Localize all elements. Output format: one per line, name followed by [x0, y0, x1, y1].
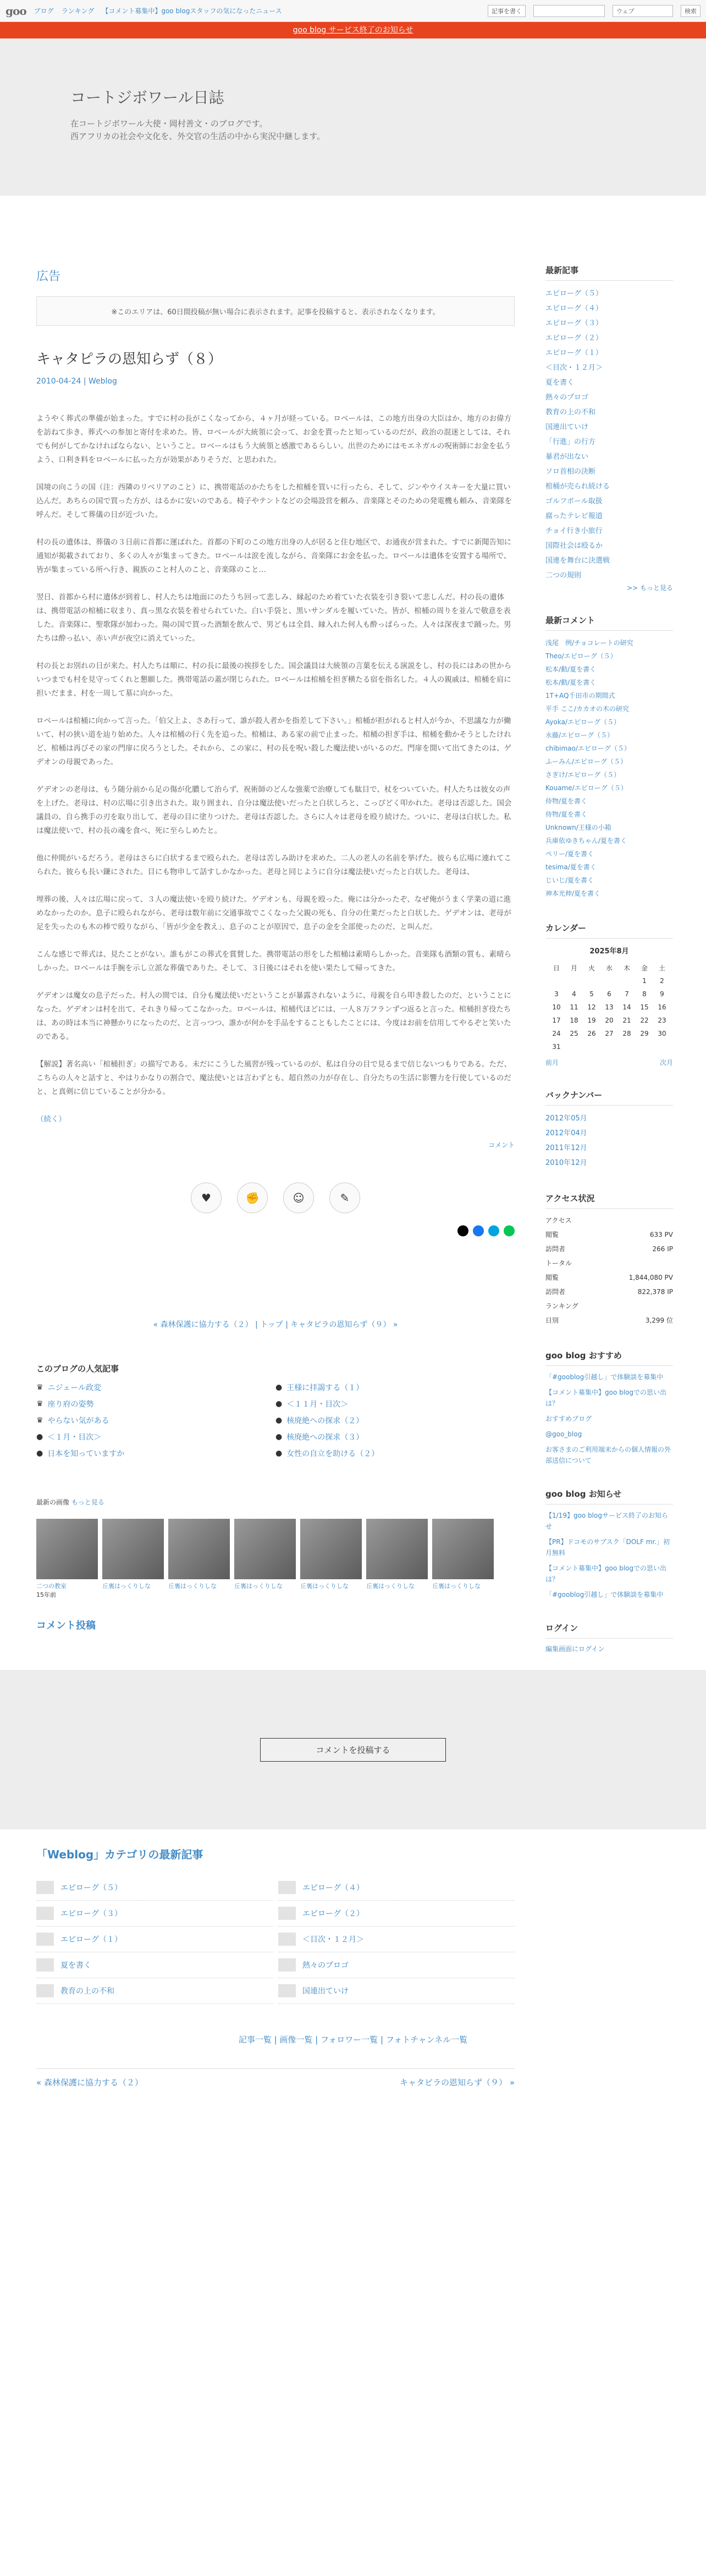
recent-comment-item[interactable]: Ayoka/エピローグ（５）	[545, 718, 620, 726]
calendar-day[interactable]: 18	[570, 1017, 578, 1024]
calendar-day[interactable]: 8	[642, 990, 647, 998]
calendar-day[interactable]	[583, 974, 600, 987]
recent-comment-item[interactable]: 侍物/夏を書く	[545, 810, 588, 818]
goo-news-title: goo blog お知らせ	[545, 1488, 673, 1504]
calendar-day[interactable]: 3	[554, 990, 559, 998]
calendar-day[interactable]: 16	[658, 1003, 666, 1011]
access-label: 閲覧	[545, 1231, 559, 1239]
access-row	[545, 1285, 673, 1299]
category-section	[0, 1829, 706, 2004]
category-item-label[interactable]: 教育の上の不和	[60, 1987, 114, 1996]
access-stats	[545, 1213, 673, 1328]
calendar-day[interactable]: 21	[622, 1017, 631, 1024]
blog-header	[0, 38, 706, 196]
article-paragraph: 【解説】著名高い「棺桶担ぎ」の描写である。未だにこうした風習が残っているのが、私は自分の目で見るまで信じないつもりである。ただ、こちらの人々と話すと、やはりかなりの割合で、魔法使いとは言わずとも、超自然の力が存在し、自分たちの生活に影響力を行使しているのだと、と真剣に信じていることが分かる。	[36, 1060, 511, 1096]
access-title: アクセス状況	[545, 1192, 673, 1209]
access-label: アクセス	[545, 1217, 572, 1224]
category-item[interactable]	[278, 1927, 515, 1952]
thumbnail-icon	[36, 1984, 54, 1997]
recent-post-item[interactable]: エピローグ（１）	[545, 349, 603, 357]
prev-article-link[interactable]: « 森林保護に協力する（２）	[36, 2078, 143, 2088]
calendar-day[interactable]	[600, 1040, 618, 1053]
recent-comment-item[interactable]: 侍物/夏を書く	[545, 797, 588, 805]
popular-item-label[interactable]: ニジェール政変	[47, 1384, 102, 1392]
calendar-day[interactable]: 6	[607, 990, 611, 998]
thumb-caption[interactable]: 丘裏はっくりしな	[432, 1583, 481, 1590]
topbar-link-blog[interactable]: ブログ	[34, 7, 54, 15]
recent-post-item[interactable]: 「行進」の行方	[545, 438, 596, 446]
goo-news-item[interactable]: 【コメント募集中】goo blogでの思い出は？	[545, 1564, 667, 1583]
recent-post-item[interactable]: 国際社会は殴るか	[545, 542, 603, 550]
calendar-weekday: 金	[641, 964, 648, 972]
dot-icon: ●	[275, 1416, 283, 1425]
access-label: ランキング	[545, 1302, 578, 1310]
crown-icon: ♛	[36, 1383, 43, 1392]
topbar-link-ranking[interactable]: ランキング	[61, 7, 95, 15]
category-item[interactable]	[36, 1978, 273, 2004]
ad-notice: ※このエリアは、60日間投稿が無い場合に表示されます。記事を投稿すると、表示されなくなります。	[36, 296, 515, 326]
access-label: 閲覧	[545, 1274, 559, 1281]
access-value: 266 IP	[652, 1245, 673, 1253]
image-thumbnail[interactable]	[234, 1519, 296, 1579]
recent-comment-item[interactable]: 松本/動/夏を書く	[545, 679, 597, 686]
reaction-bar	[36, 1182, 515, 1213]
goo-news-item[interactable]: 【PR】ドコモのサブスク「DOLF mr.」初月無料	[545, 1538, 670, 1557]
calendar-day[interactable]: 20	[605, 1017, 614, 1024]
calendar-day[interactable]: 2	[660, 977, 664, 985]
article-paragraph: ゲデオンの老母は、もう随分前から足の傷が化膿して治らず、祝術師のどんな強薬で治療しても駄目で、杖をついていた。村人たちは彼女の声を上げた。老母は、村の広場に引き出された。取り囲まれ、自分は魔法使いだったと白状しろと、こっぴどく叩かれた。老母は否認した。国会議員の、自ら携手の刃を取り出して、老母の目に塗りつけた。老母は否認した。さらに人々は老母を殴り続けた。ついに、老母は白状した。私は魔法使いで、村の長の魂を食べ、死に至らしめたと。	[36, 785, 512, 835]
popular-title: このブログの人気記事	[36, 1364, 119, 1374]
article-paragraph: 他に仲間がいるだろう。老母はさらに白状するまで殴られた。老母は苦しみ助けを求めた。二人の老人の名前を挙げた。彼らも広場に連れてこられた。彼らも長い鎌にされた。目にも物申して話すしかなかった。老母と同じように自分は魔法使いだったと白状した。老母は、	[36, 854, 511, 876]
recent-comment-item[interactable]: 兵庫依ゆきちゃん/夏を書く	[545, 837, 627, 845]
goo-recommend-item[interactable]: おすすめブログ	[545, 1415, 592, 1423]
article-paragraph: 国境の向こうの国（注：西隣のリベリアのこと）に、携帯電話のかたちをした棺桶を買いに行ったら、そして、ジンやウイスキーを大量に買い込んだ。あちらの国で買った方が、はるかに安いのである。椅子やテントなどの会場設営を頼み、音楽隊とそのための発電機も頼み、音楽隊を呼んだ。そして葬儀の日が近づいた。	[36, 483, 512, 519]
dot-icon: ●	[275, 1449, 283, 1458]
popular-item-label[interactable]: 女性の自立を助ける（２）	[286, 1450, 379, 1458]
footer-links[interactable]: 記事一覧 | 画像一覧 | フォロワー一覧 | フォトチャンネル一覧	[238, 2035, 468, 2045]
article-paragraph: 村の長とお別れの日が来た。村人たちは順に、村の長に最後の挨拶をした。国会議員は大統領の言葉を伝える演説をし、村の長にはあの世からいつまでも村を見守ってくれと懇願した。携帯電話の蓋が閉じられた。ロベールは棺桶を担ぎ横たる宿を指名した。４人の親戚は、棺桶を肩に担いだまま、村を一周して墓に向かった。	[36, 662, 511, 698]
continue-label: （続く）	[36, 1115, 66, 1124]
access-row	[545, 1213, 673, 1228]
article-paragraph: ロベールは棺桶に向かって言った。「伯父上よ、さあ行って、誰が殺人者かを指差して下さい。」棺桶が担がれると村人が今か、不思議な力が働いて、村の狭い道を辿り始めた。人々は棺桶の行く先を追った。棺桶は、ある家の前で止まった。棺桶の担ぎ手は、棺桶を動かそうとしたけれど、棺桶は再びその家の門扉に戻ろうとした。それから、この家に、村の長を呪い殺した魔法使いがいるのだ。門扉を開いて出てきたのは、ゲデオンの母親であった。	[36, 717, 511, 767]
popular-item[interactable]	[36, 1448, 275, 1459]
popular-item[interactable]	[275, 1431, 515, 1442]
hatena-share-icon[interactable]	[488, 1225, 499, 1236]
post-comment-button[interactable]: コメントを投稿する	[260, 1738, 445, 1762]
access-row	[545, 1242, 673, 1256]
next-article-link[interactable]: キャタピラの恩知らず（９） »	[400, 2078, 515, 2088]
recent-more-link[interactable]: >> もっと見る	[627, 584, 673, 592]
calendar-day[interactable]	[636, 1040, 653, 1053]
thumbnail-icon	[36, 1933, 54, 1946]
category-item-label[interactable]: エピローグ（４）	[302, 1884, 364, 1892]
popular-item[interactable]	[275, 1415, 515, 1426]
calendar-day[interactable]: 9	[660, 990, 664, 998]
article-date: 2010-04-24	[36, 377, 81, 386]
popular-item[interactable]	[36, 1398, 275, 1409]
x-share-icon[interactable]	[457, 1225, 468, 1236]
comment-area	[0, 1670, 706, 1829]
calendar-day[interactable]: 17	[552, 1017, 561, 1024]
calendar-day[interactable]	[565, 1040, 583, 1053]
thumbnail-icon	[278, 1933, 296, 1946]
thumb-caption[interactable]: 丘裏はっくりしな	[366, 1583, 415, 1590]
calendar-day[interactable]	[653, 1040, 671, 1053]
recent-post-item[interactable]: ＜目次・１２月＞	[545, 364, 603, 372]
article-meta: 2010-04-24 | Weblog	[36, 377, 117, 386]
write-button[interactable]: 記事を書く	[488, 5, 526, 17]
recent-post-item[interactable]: 国連出ていけ	[545, 423, 589, 431]
calendar-day[interactable]: 27	[605, 1030, 614, 1037]
thumb-caption[interactable]: 丘裏はっくりしな	[102, 1583, 151, 1590]
recent-comment-item[interactable]: さぎけ/エピローグ（５）	[545, 771, 621, 779]
calendar-day[interactable]: 10	[552, 1003, 561, 1011]
popular-item-label[interactable]: 核廃絶への探求（２）	[286, 1417, 364, 1425]
category-item[interactable]	[36, 1927, 273, 1952]
category-item-label[interactable]: 国連出ていけ	[302, 1987, 349, 1996]
dot-icon: ●	[275, 1383, 283, 1392]
article-body	[36, 412, 515, 1126]
calendar-month: 2025年8月	[589, 947, 629, 956]
recent-post-item[interactable]: 暴君が出ない	[545, 453, 589, 461]
goo-recommend-list	[545, 1372, 673, 1466]
thumbnail-icon	[278, 1907, 296, 1920]
article-paragraph: 埋葬の後、人々は広場に戻って、３人の魔法使いを殴り続けた。ゲデオンも、母親を殴った。俺には分かったぞ、なぜ俺がうまく学業の道に進めなかったのか。息子に殴られながら、老母は数年前に交通事故でこくなった父親の死も、自分の仕業だったと白状した。ゲデオンは、老母が足を失ったのも木の棒で殴りながら、「皆が少金を教え」、息子のことが原因で、息子の金を全部使ったのだ、と叫んだ。	[36, 895, 511, 931]
article-pager[interactable]: « 森林保護に協力する（２） | トップ | キャタピラの恩知らず（９） »	[153, 1320, 398, 1329]
crown-icon: ♛	[36, 1416, 43, 1425]
blog-desc-1: 在コートジボワール大使・岡村善文・のブログです。	[70, 119, 268, 129]
category-item[interactable]	[36, 1952, 273, 1978]
article-paragraph: ゲデオンは魔女の息子だった。村人の間では、自分も魔法使いだということが暴露されないように、母親を自ら叩き殺したのだ、ということになった。ゲデオンは村を出て、それきり帰ってこなかった。ロベールは、棺桶代ほどには、一人８万フランずつ返ると言った。棺桶担ぎ役たちは、あの時は本当に神懸かりになったのだ、と言っつつ、誰かが何かを手品をすることもしたことには、今度はお前を信用してやるぞと笑いたのである。	[36, 991, 511, 1041]
calendar-weekday: 木	[623, 964, 630, 972]
access-value: 3,299 位	[645, 1317, 673, 1324]
popular-item-label[interactable]: 日本を知っていますか	[47, 1450, 125, 1458]
calendar-weekday: 日	[553, 964, 560, 972]
dot-icon: ●	[275, 1433, 283, 1441]
backnumber-list	[545, 1111, 673, 1170]
popular-posts	[36, 1363, 515, 1459]
recent-comment-item[interactable]: 松本/動/夏を書く	[545, 665, 597, 673]
calendar-day[interactable]: 24	[552, 1030, 561, 1037]
backnumber-item[interactable]: 2012年04月	[545, 1129, 587, 1137]
recent-comment-item[interactable]: tesima/夏を書く	[545, 863, 597, 871]
calendar-table	[548, 961, 671, 1053]
calendar-weekday: 月	[570, 964, 577, 972]
category-item-label[interactable]: エピローグ（２）	[302, 1909, 364, 1918]
image-thumbnail[interactable]	[366, 1519, 428, 1579]
calendar-prev[interactable]: 前月	[545, 1059, 559, 1067]
reaction-cheer-button[interactable]	[237, 1182, 268, 1213]
login-link[interactable]: 編集画面にログイン	[545, 1645, 605, 1653]
recent-comment-item[interactable]: ふーみん/エピローグ（５）	[545, 758, 627, 765]
popular-item-label[interactable]: 王様に拝謁する（１）	[286, 1384, 364, 1392]
calendar-day[interactable]: 7	[625, 990, 629, 998]
calendar-day[interactable]: 14	[622, 1003, 631, 1011]
recent-post-item[interactable]: 棺桶が売られ続ける	[545, 482, 610, 491]
reaction-useful-button[interactable]	[329, 1182, 360, 1213]
thumbnail-icon	[278, 1881, 296, 1894]
thumbnail-icon	[278, 1958, 296, 1972]
article-paragraph: 翌日、首都から村に遺体が到着し、村人たちは地面にのたうち回って悲しみ、縁起のため着ていた衣装を引き裂いて悲しんだ。村の長の遺体は、携帯電話の棺桶に収まり、真っ黒な衣装を着せられていた。白い手袋と、黒いサンダルを履いていた。皆が、棺桶の周りを並んで敬意を表した。音楽隊に、聖歌隊が加わった。陽の国で買った酒類を飲んで、男どもは全員、縁入れた何人も酔っぱらった。人々は深夜まで踊った。男たちは酔っ払い、赤い声が夜空に消えていった。	[36, 593, 511, 643]
recent-images-title: 最新の画像	[36, 1498, 70, 1506]
popular-item-label[interactable]: 座り府の姿勢	[47, 1400, 94, 1409]
calendar-day[interactable]: 19	[587, 1017, 596, 1024]
blog-title[interactable]: コートジボワール日誌	[70, 88, 224, 107]
backnumber-item[interactable]: 2012年05月	[545, 1114, 587, 1123]
dot-icon: ●	[275, 1400, 283, 1408]
calendar-day[interactable]: 5	[589, 990, 594, 998]
recent-post-item[interactable]: 教育の上の不和	[545, 408, 596, 417]
top-bar	[0, 0, 706, 22]
recent-comment-item[interactable]: 1T+AQ千田市の期間式	[545, 692, 615, 699]
cheer-icon: ✊	[245, 1191, 260, 1204]
calendar-week	[548, 1027, 671, 1040]
thumbnail-icon	[36, 1881, 54, 1894]
recent-comment-item[interactable]: じいじ/夏を書く	[545, 876, 594, 884]
recent-posts-list	[545, 286, 673, 583]
access-row	[545, 1256, 673, 1270]
facebook-share-icon[interactable]	[473, 1225, 484, 1236]
article-paragraph: ようやく葬式の準備が始まった。すでに村の長がこくなってから、４ヶ月が経っている。ロベールは、この地方出身の大臣はか、地方のお偉方を訪ねて歩き、葬式への参加と寄付を求めた。皆、ロベールが大統領に会って、お金を貰ったと知っているのだが、政治の混迷としては、それでも何がしてかなければならない、ということ。ロベールはもう大統領と感激であるらしい。出世のためにはモエネガルの呪術師にお金を払うよう、口利き料をロベールに払った方が効果がありそうだ、と思われた。	[36, 414, 512, 464]
like-icon: ♥	[201, 1191, 211, 1204]
calendar-day[interactable]	[565, 974, 583, 987]
backnumber-item[interactable]: 2011年12月	[545, 1144, 587, 1152]
access-value: 633 PV	[649, 1231, 673, 1239]
image-thumbnail[interactable]	[102, 1519, 164, 1579]
access-value: 1,844,080 PV	[628, 1274, 673, 1281]
category-title: 「Weblog」カテゴリの最新記事	[36, 1848, 203, 1861]
category-item[interactable]	[278, 1978, 515, 2004]
calendar-day[interactable]: 22	[640, 1017, 649, 1024]
calendar-day[interactable]	[583, 1040, 600, 1053]
topbar-link-news[interactable]: 【コメント募集中】goo blogスタッフの気になったニュース	[102, 7, 282, 15]
calendar-day[interactable]: 28	[622, 1030, 631, 1037]
recent-post-item[interactable]: エピローグ（５）	[545, 290, 603, 298]
recent-comment-item[interactable]: Theo/エピローグ（５）	[545, 652, 617, 660]
image-thumbnail[interactable]	[36, 1519, 98, 1579]
calendar-day[interactable]: 4	[572, 990, 576, 998]
category-item-label[interactable]: エピローグ（３）	[60, 1909, 122, 1918]
popular-item-label[interactable]: 核廃絶への探求（３）	[286, 1433, 364, 1442]
thumb-caption[interactable]: 丘裏はっくりしな	[234, 1583, 283, 1590]
calendar-weekday: 火	[588, 964, 595, 972]
calendar-next[interactable]: 次月	[659, 1059, 673, 1067]
goo-recommend-title: goo blog おすすめ	[545, 1350, 673, 1366]
recent-post-item[interactable]: 熱々のプロゴ	[545, 393, 589, 402]
sidebar	[545, 196, 673, 1653]
category-item-label[interactable]: エピローグ（１）	[60, 1935, 122, 1944]
calendar-day[interactable]	[548, 974, 565, 987]
calendar-day[interactable]: 13	[605, 1003, 614, 1011]
reaction-like-button[interactable]	[191, 1182, 222, 1213]
recent-posts-title: 最新記事	[545, 264, 673, 281]
calendar-day[interactable]: 23	[658, 1017, 666, 1024]
goo-logo[interactable]: goo	[5, 4, 26, 18]
thumb-caption[interactable]: 二つの教室	[36, 1583, 67, 1590]
calendar-day[interactable]: 31	[552, 1043, 561, 1051]
popular-item[interactable]	[275, 1398, 515, 1409]
category-item[interactable]	[278, 1952, 515, 1978]
calendar-week	[548, 1040, 671, 1053]
thumb-caption[interactable]: 丘裏はっくりしな	[300, 1583, 349, 1590]
category-item-label[interactable]: 熱々のプロゴ	[302, 1961, 349, 1970]
goo-news-list	[545, 1510, 673, 1600]
goo-recommend-item[interactable]: お客さまのご利用端末からの個人情報の外部送信について	[545, 1446, 671, 1464]
popular-item[interactable]	[275, 1448, 515, 1459]
recent-post-item[interactable]: ソロ首相の決断	[545, 468, 596, 476]
recent-comment-item[interactable]: Kouame/エピローグ（５）	[545, 784, 627, 792]
recent-post-item[interactable]: ゴルフボール取扱	[545, 497, 603, 506]
calendar-day[interactable]	[618, 1040, 636, 1053]
thumbnail-icon	[36, 1958, 54, 1972]
article-paragraph: 村の長の遺体は、葬儀の３日前に首都に運ばれた。首都の下町のこの地方出身の人が居ると住む地区で、お通夜が営まれた。すでに新聞告知に通知が掲載されており、多くの人々が集まってきた。ロベールは涙を流しながら、音楽隊にお金を払った。ロベールは遺体を安置する場所で、皆が集まっている所へ行き、親族のこと村人のこと、音楽隊のこと…	[36, 538, 512, 574]
goo-recommend-item[interactable]: @goo_blog	[545, 1430, 582, 1438]
comment-link[interactable]: コメント	[488, 1141, 515, 1149]
article-category[interactable]: Weblog	[89, 377, 117, 386]
image-thumbnail[interactable]	[432, 1519, 494, 1579]
sns-share	[36, 1225, 515, 1236]
goo-recommend-item[interactable]: 【コメント募集中】goo blogでの思い出は？	[545, 1389, 667, 1407]
access-row	[545, 1228, 673, 1242]
calendar-day[interactable]: 1	[642, 977, 647, 985]
calendar-day[interactable]: 15	[640, 1003, 649, 1011]
article-paragraph: こんな感じで葬式は、見たことがない。誰もがこの葬式を賞賛した。携帯電話の形をした棺桶は素晴らしかった。音楽隊も酒類の質も、素晴らしかった。ロベールは手腕を示し立派な葬儀でありた。そして、３日後にはそれを使い果たして帰ってきた。	[36, 950, 511, 973]
popular-item[interactable]	[36, 1415, 275, 1426]
access-row	[545, 1313, 673, 1328]
calendar-day[interactable]: 25	[570, 1030, 578, 1037]
recent-post-item[interactable]: エピローグ（２）	[545, 334, 603, 342]
popular-item-label[interactable]: ＜１月・目次＞	[47, 1433, 102, 1442]
category-item-label[interactable]: エピローグ（５）	[60, 1884, 122, 1892]
calendar-day[interactable]: 30	[658, 1030, 666, 1037]
recent-post-item[interactable]: エピローグ（３）	[545, 319, 603, 327]
calendar-header	[548, 961, 671, 974]
service-end-notice[interactable]: goo blog サービス終了のお知らせ	[0, 22, 706, 38]
ad-heading: 広告	[36, 270, 61, 284]
calendar-day[interactable]	[600, 974, 618, 987]
calendar-day[interactable]: 29	[640, 1030, 649, 1037]
category-item[interactable]	[36, 1901, 273, 1927]
calendar-day[interactable]: 11	[570, 1003, 578, 1011]
dot-icon: ●	[36, 1449, 43, 1458]
calendar-day[interactable]	[618, 974, 636, 987]
calendar-week	[548, 987, 671, 1001]
calendar-week	[548, 1001, 671, 1014]
recent-images	[36, 1497, 515, 1599]
calendar-day[interactable]: 12	[587, 1003, 596, 1011]
blog-desc-2: 西アフリカの社会や文化を、外交官の生活の中から実況中継します。	[70, 131, 326, 141]
recent-post-item[interactable]: 二つの規則	[545, 571, 582, 580]
category-item[interactable]	[278, 1901, 515, 1927]
thumbnail-icon	[278, 1984, 296, 1997]
goo-recommend-item[interactable]: 「#gooblog引越し」で体験談を募集中	[545, 1373, 664, 1381]
bottom-nav	[36, 2068, 515, 2088]
recent-comment-item[interactable]: 神本光伸/夏を書く	[545, 890, 601, 897]
calendar-week	[548, 1014, 671, 1027]
recent-comments-list	[545, 636, 673, 900]
goo-news-item[interactable]: 「#gooblog引越し」で体験談を募集中	[545, 1591, 664, 1598]
recent-comment-item[interactable]: chibimao/エピローグ（５）	[545, 745, 631, 752]
useful-icon: ✎	[340, 1191, 350, 1204]
calendar-weekday: 水	[605, 964, 613, 972]
access-label: 訪問者	[545, 1288, 566, 1296]
recent-post-item[interactable]: 腐ったテレビ報道	[545, 512, 603, 520]
calendar-weekday: 土	[658, 964, 665, 972]
category-item-label[interactable]: 夏を書く	[60, 1961, 91, 1970]
calendar-title: カレンダー	[545, 922, 673, 939]
backnumber-title: バックナンバー	[545, 1089, 673, 1106]
recent-images-more[interactable]: もっと見る	[71, 1498, 104, 1506]
category-item-label[interactable]: ＜目次・１２月＞	[302, 1935, 364, 1944]
access-row	[545, 1270, 673, 1285]
access-label: 日別	[545, 1317, 559, 1324]
line-share-icon[interactable]	[504, 1225, 515, 1236]
search-button[interactable]: 検索	[681, 5, 701, 17]
popular-item-label[interactable]: ＜１１月・目次＞	[286, 1400, 349, 1409]
access-value: 822,378 IP	[637, 1288, 673, 1296]
popular-item[interactable]	[36, 1431, 275, 1442]
calendar-week	[548, 974, 671, 987]
recent-comments-title: 最新コメント	[545, 614, 673, 631]
article-title[interactable]: キャタピラの恩知らず（８）	[36, 351, 223, 368]
backnumber-item[interactable]: 2010年12月	[545, 1159, 587, 1167]
access-label: トータル	[545, 1259, 572, 1267]
dot-icon: ●	[36, 1433, 43, 1441]
search-input[interactable]	[533, 5, 605, 17]
category-list	[36, 1875, 515, 2004]
recent-comment-item[interactable]: 平手 ここ/カカオの木の研究	[545, 705, 629, 713]
access-label: 訪問者	[545, 1245, 566, 1253]
thumb-date: 15年前	[36, 1591, 56, 1598]
goo-news-item[interactable]: 【1/19】goo blogサービス終了のお知らせ	[545, 1512, 668, 1530]
recent-post-item[interactable]: 国連を舞台に決選戦	[545, 557, 610, 565]
access-row	[545, 1299, 673, 1313]
comment-heading: コメント投稿	[36, 1620, 96, 1631]
category-item[interactable]	[36, 1875, 273, 1901]
image-thumbnail[interactable]	[300, 1519, 362, 1579]
recent-post-item[interactable]: 夏を書く	[545, 379, 575, 387]
category-item[interactable]	[278, 1875, 515, 1901]
recent-comment-item[interactable]: 浅尾 例/チョコレートの研究	[545, 639, 633, 647]
recent-post-item[interactable]: チョイ行き小旅行	[545, 527, 603, 535]
crown-icon: ♛	[36, 1400, 43, 1408]
popular-item[interactable]	[275, 1382, 515, 1393]
recent-comment-item[interactable]: ペリー/夏を書く	[545, 850, 594, 858]
recent-comment-item[interactable]: Unknown/王様の小箱	[545, 824, 611, 831]
main-column	[36, 196, 515, 1653]
search-scope-select[interactable]: ウェブ	[613, 5, 673, 17]
thumb-caption[interactable]: 丘裏はっくりしな	[168, 1583, 217, 1590]
reaction-funny-button[interactable]	[283, 1182, 314, 1213]
thumbnail-icon	[36, 1907, 54, 1920]
calendar-day[interactable]: 26	[587, 1030, 596, 1037]
recent-comment-item[interactable]: 永藤/エピローグ（５）	[545, 731, 614, 739]
popular-item-label[interactable]: やらない気がある	[47, 1417, 109, 1425]
recent-post-item[interactable]: エピローグ（４）	[545, 304, 603, 313]
login-title: ログイン	[545, 1622, 673, 1639]
popular-item[interactable]	[36, 1382, 275, 1393]
image-thumbnail[interactable]	[168, 1519, 230, 1579]
funny-icon: ☺	[293, 1191, 305, 1204]
